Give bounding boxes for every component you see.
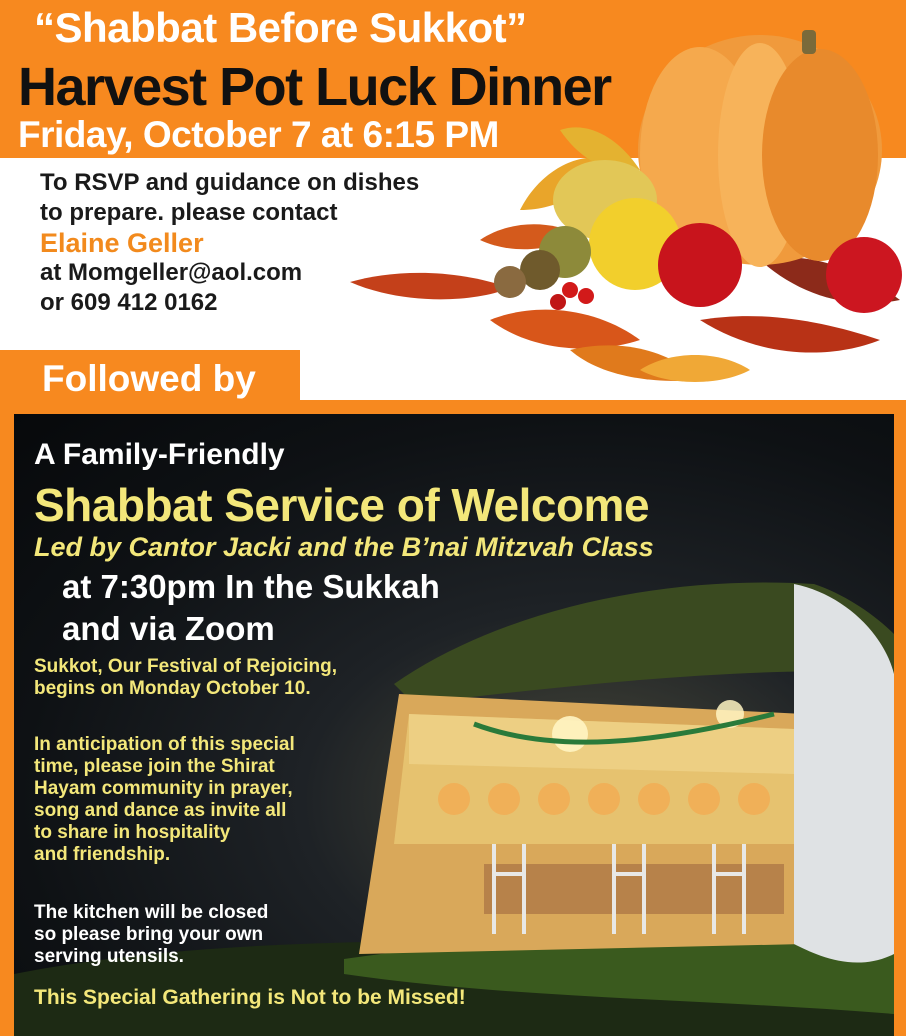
rsvp-block bbox=[40, 168, 510, 318]
event-title: Harvest Pot Luck Dinner bbox=[18, 57, 611, 117]
kitchen-paragraph bbox=[34, 902, 268, 968]
zoom-line: and via Zoom bbox=[62, 610, 275, 647]
invite-paragraph bbox=[34, 734, 374, 866]
light bbox=[552, 716, 588, 752]
time-line: at 7:30pm In the Sukkah bbox=[62, 568, 440, 605]
paragraph-line: time, please join the Shirat bbox=[34, 756, 275, 777]
service-time bbox=[62, 566, 440, 650]
paragraph-line: to share in hospitality bbox=[34, 822, 231, 843]
service-leader: Led by Cantor Jacki and the B’nai Mitzvah Class bbox=[34, 532, 654, 562]
paragraph-line: so please bring your own bbox=[34, 924, 264, 945]
paragraph-line: Sukkot, Our Festival of Rejoicing, bbox=[34, 656, 337, 677]
paragraph-line: Hayam community in prayer, bbox=[34, 778, 293, 799]
event-subtitle: “Shabbat Before Sukkot” bbox=[34, 4, 527, 51]
paragraph-line: In anticipation of this special bbox=[34, 734, 295, 755]
paragraph-line: and friendship. bbox=[34, 844, 171, 865]
followed-by-label: Followed by bbox=[42, 358, 256, 399]
service-intro: A Family-Friendly bbox=[34, 438, 285, 471]
paragraph-line: The kitchen will be closed bbox=[34, 902, 269, 923]
rsvp-line: to prepare. please contact bbox=[40, 199, 338, 226]
contact-email: at Momgeller@aol.com bbox=[40, 259, 303, 286]
closing-line: This Special Gathering is Not to be Missed! bbox=[34, 986, 466, 1009]
paragraph-line: song and dance as invite all bbox=[34, 800, 287, 821]
contact-phone: or 609 412 0162 bbox=[40, 289, 218, 316]
rsvp-line: To RSVP and guidance on dishes bbox=[40, 169, 420, 196]
festival-paragraph bbox=[34, 656, 374, 700]
paragraph-line: serving utensils. bbox=[34, 946, 184, 967]
event-date: Friday, October 7 at 6:15 PM bbox=[18, 114, 499, 155]
service-title: Shabbat Service of Welcome bbox=[34, 479, 650, 531]
paragraph-line: begins on Monday October 10. bbox=[34, 678, 311, 699]
table bbox=[484, 864, 784, 914]
contact-name: Elaine Geller bbox=[40, 228, 204, 258]
